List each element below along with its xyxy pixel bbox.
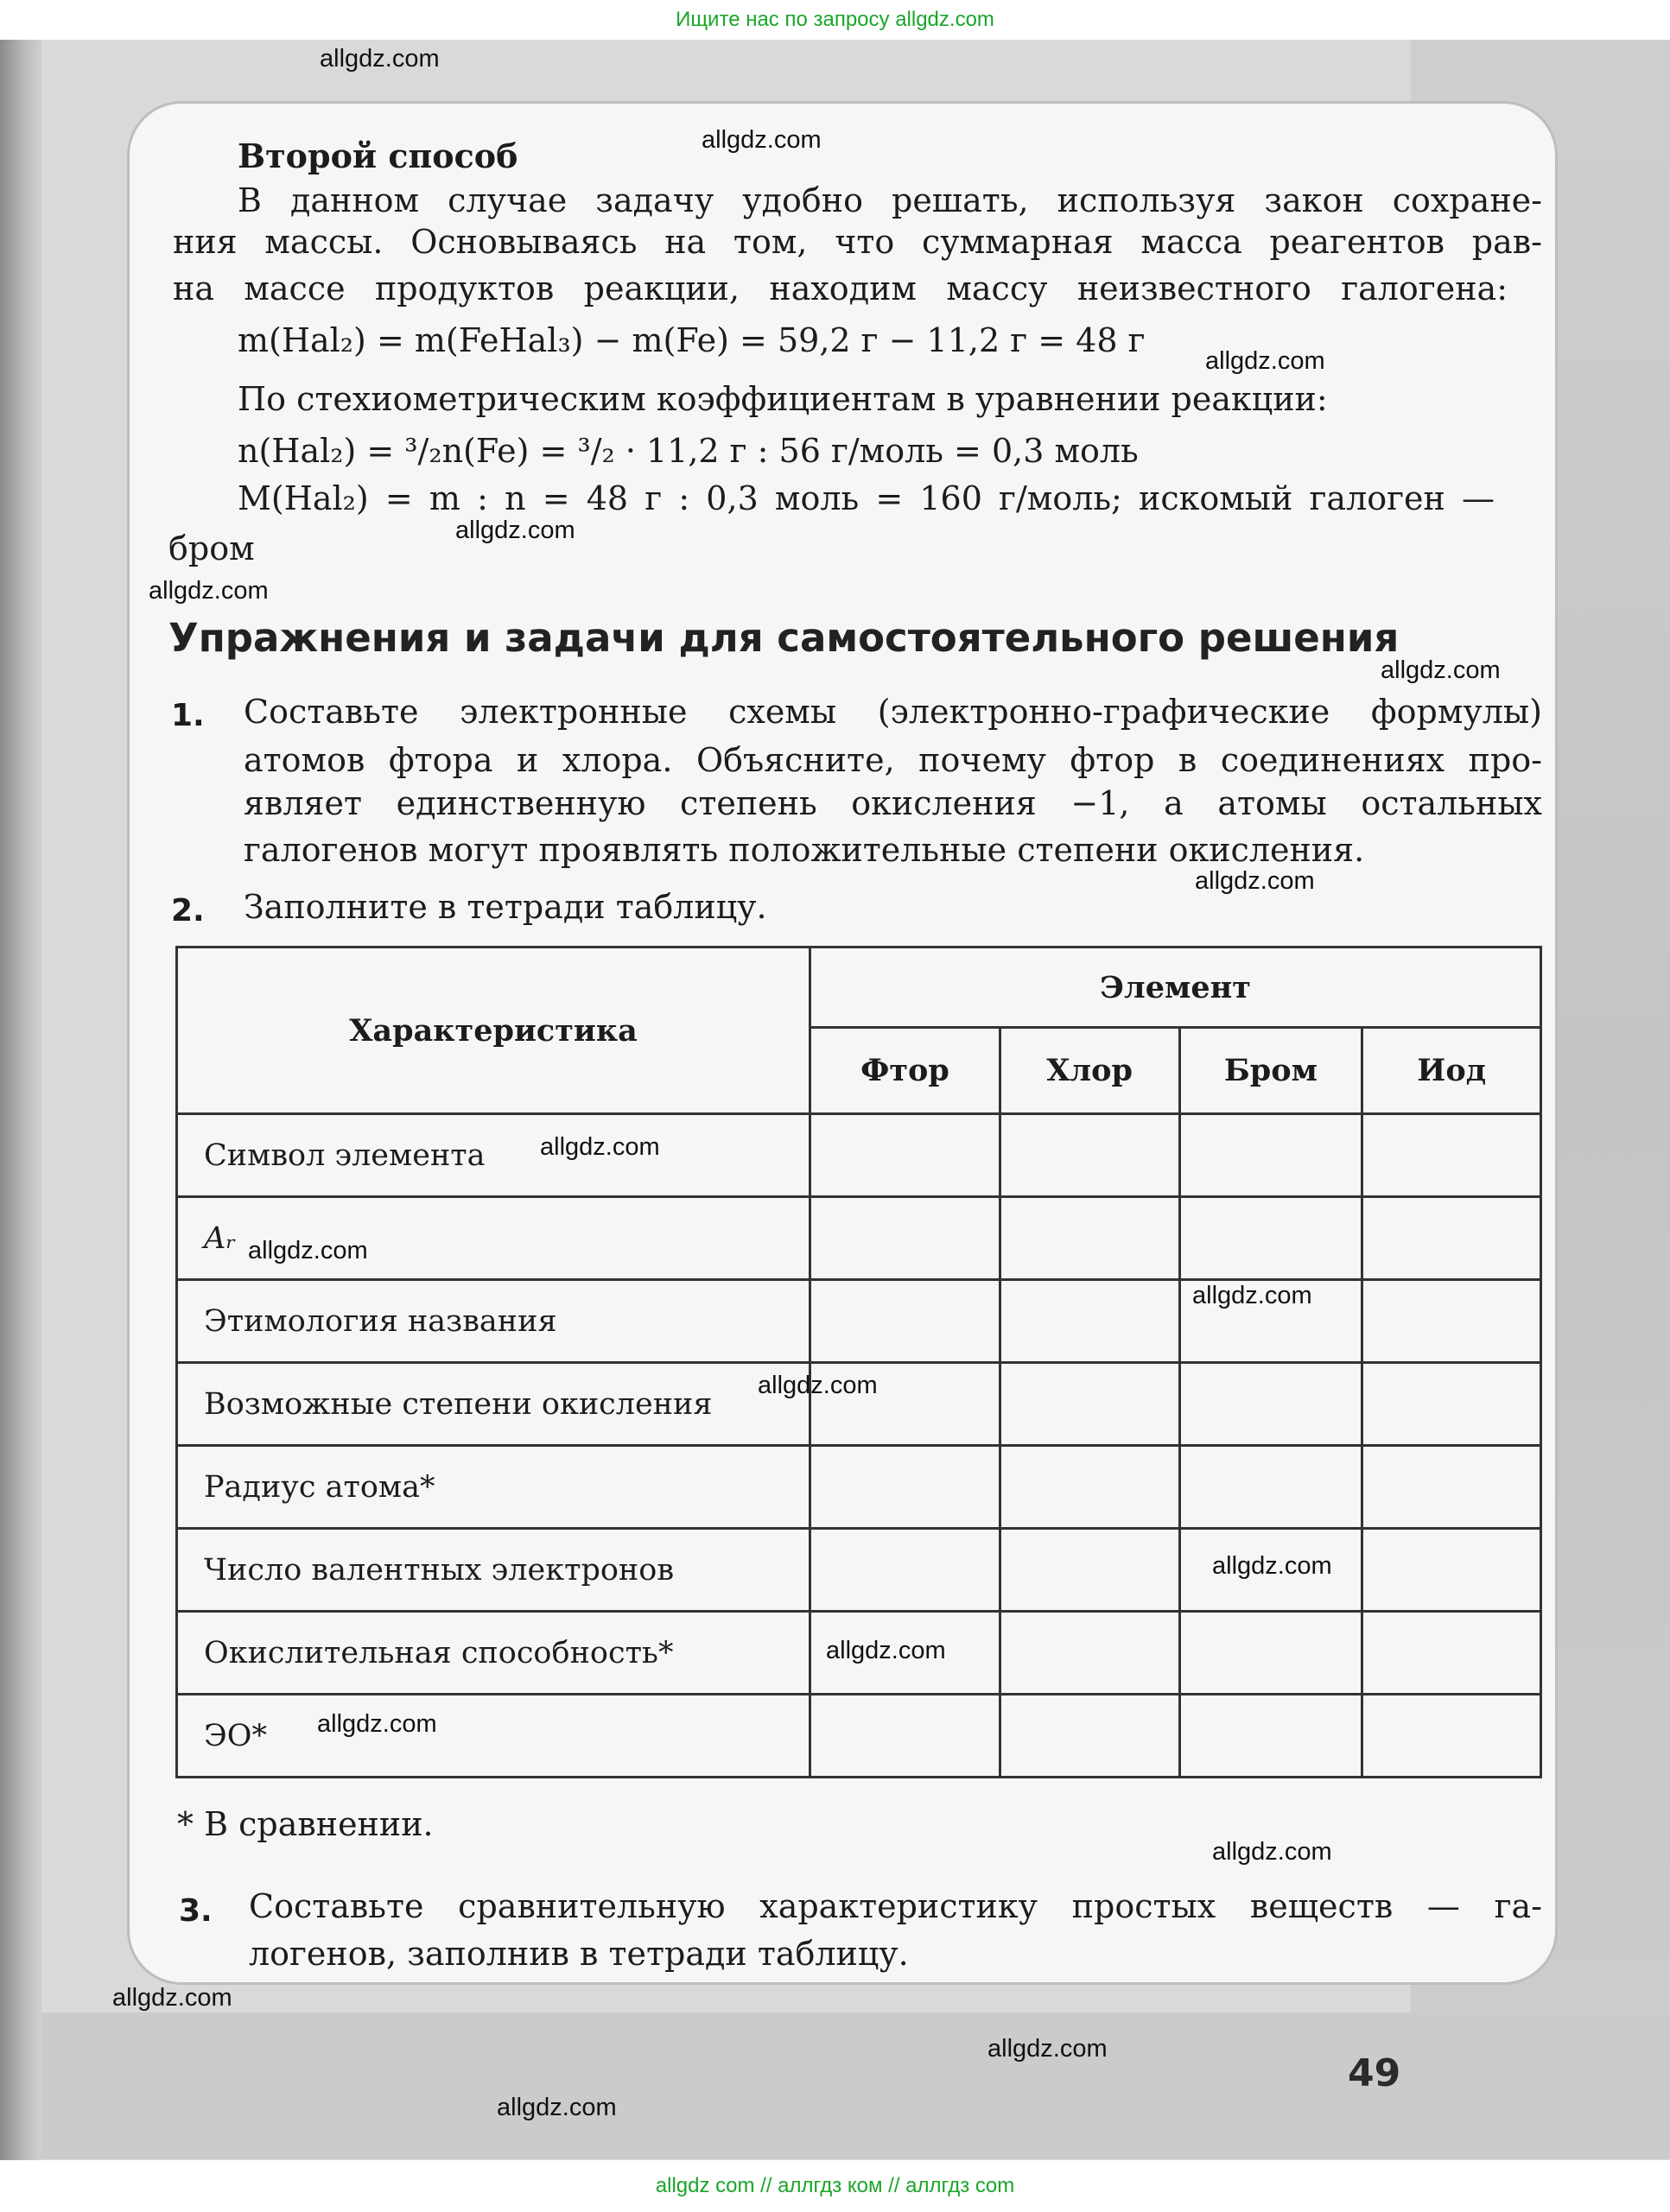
table-cell — [1362, 1197, 1541, 1280]
equation-molar-mass: M(Hal₂) = m : n = 48 г : 0,3 моль = 160 г/моль; искомый галоген — — [238, 479, 1495, 517]
watermark-text: allgdz.com — [758, 1372, 878, 1399]
table-cell — [1179, 1446, 1362, 1529]
task-number: 1. — [171, 698, 205, 733]
header-characteristic: Характеристика — [177, 948, 810, 1114]
row-label: Возможные степени окисления — [177, 1363, 810, 1446]
task3-line: Составьте сравнительную характеристику простых веществ — га- — [249, 1887, 1542, 1925]
watermark-text: allgdz.com — [1381, 656, 1501, 684]
footnote: * В сравнении. — [177, 1805, 434, 1843]
watermark-text: allgdz.com — [149, 577, 269, 605]
table-cell — [1000, 1612, 1179, 1695]
table-cell — [810, 1114, 1000, 1197]
task3-line: логенов, заполнив в тетради таблицу. — [249, 1935, 909, 1973]
table-cell — [1000, 1197, 1179, 1280]
task1-line: являет единственную степень окисления −1, а атомы остальных — [244, 784, 1542, 822]
table-cell — [1179, 1363, 1362, 1446]
answer-bromine: бром — [168, 529, 255, 567]
table-cell — [1000, 1280, 1179, 1363]
watermark-text: allgdz.com — [1192, 1282, 1312, 1309]
watermark-text: allgdz.com — [1205, 347, 1325, 375]
task-number: 3. — [179, 1893, 213, 1929]
table-cell — [1000, 1446, 1179, 1529]
watermark-text: allgdz.com — [702, 126, 822, 154]
header-bromine: Бром — [1179, 1028, 1362, 1114]
table-cell — [810, 1446, 1000, 1529]
row-label: Число валентных электронов — [177, 1529, 810, 1612]
row-label: Этимология названия — [177, 1280, 810, 1363]
header-chlorine: Хлор — [1000, 1028, 1179, 1114]
paragraph-line: ния массы. Основываясь на том, что суммарная масса реагентов рав- — [173, 223, 1542, 261]
table-cell — [1179, 1612, 1362, 1695]
equation-mass: m(Hal₂) = m(FeHal₃) − m(Fe) = 59,2 г − 11,2 г = 48 г — [238, 321, 1146, 359]
watermark-text: allgdz.com — [320, 45, 440, 73]
watermark-text: allgdz.com — [987, 2035, 1108, 2063]
watermark-text: allgdz.com — [497, 2094, 617, 2121]
header-fluorine: Фтор — [810, 1028, 1000, 1114]
row-label: ЭО* — [177, 1695, 810, 1778]
table-cell — [1362, 1114, 1541, 1197]
task2-text: Заполните в тетради таблицу. — [244, 888, 767, 926]
paragraph-line: на массе продуктов реакции, находим массу неизвестного галогена: — [173, 269, 1508, 307]
watermark-text: allgdz.com — [1195, 867, 1315, 895]
task1-line: Составьте электронные схемы (электронно-графические формулы) — [244, 693, 1542, 731]
page-number: 49 — [1348, 2051, 1401, 2095]
table-cell — [1000, 1529, 1179, 1612]
table-cell — [1000, 1363, 1179, 1446]
watermark-text: allgdz.com — [1212, 1552, 1332, 1580]
table-cell — [1362, 1363, 1541, 1446]
watermark-text: allgdz.com — [317, 1710, 437, 1738]
table-cell — [810, 1529, 1000, 1612]
watermark-text: allgdz.com — [1212, 1838, 1332, 1866]
table-cell — [1362, 1446, 1541, 1529]
watermark-text: allgdz.com — [112, 1984, 232, 2012]
table-cell — [1362, 1695, 1541, 1778]
row-label: Окислительная способность* — [177, 1612, 810, 1695]
scan-edge — [0, 0, 41, 2212]
table-cell — [810, 1280, 1000, 1363]
equation-amount: n(Hal₂) = ³/₂n(Fe) = ³/₂ · 11,2 г : 56 г/моль = 0,3 моль — [238, 432, 1139, 470]
task1-line: галогенов могут проявлять положительные степени окисления. — [244, 831, 1365, 869]
table-cell — [1362, 1529, 1541, 1612]
table-cell — [1000, 1695, 1179, 1778]
table-cell — [1362, 1280, 1541, 1363]
table-cell — [1362, 1612, 1541, 1695]
watermark-text: allgdz.com — [826, 1637, 946, 1664]
table-cell — [1179, 1197, 1362, 1280]
watermark-text: allgdz.com — [540, 1133, 660, 1161]
watermark-text: allgdz.com — [455, 517, 575, 544]
header-element: Элемент — [810, 948, 1541, 1028]
paragraph-line: В данном случае задачу удобно решать, используя закон сохране- — [238, 181, 1542, 219]
bottom-margin — [41, 2012, 1670, 2159]
row-label: Aᵣ — [177, 1197, 810, 1280]
table-cell — [1179, 1114, 1362, 1197]
task1-line: атомов фтора и хлора. Объясните, почему фтор в соединениях про- — [244, 741, 1542, 779]
row-label: Радиус атома* — [177, 1446, 810, 1529]
paragraph-line: По стехиометрическим коэффициентам в уравнении реакции: — [238, 380, 1328, 418]
second-method-title: Второй способ — [238, 136, 518, 175]
footer-banner-link[interactable]: allgdz com // аллгдз ком // аллгдз com — [0, 2160, 1670, 2212]
table-cell — [1000, 1114, 1179, 1197]
task-number: 2. — [171, 893, 205, 929]
top-banner-link[interactable]: Ищите нас по запросу allgdz.com — [0, 0, 1670, 40]
row-label: Символ элемента — [177, 1114, 810, 1197]
header-iodine: Иод — [1362, 1028, 1541, 1114]
watermark-text: allgdz.com — [248, 1237, 368, 1264]
section-heading: Упражнения и задачи для самостоятельного решения — [168, 615, 1400, 661]
table-cell — [810, 1695, 1000, 1778]
table-cell — [1179, 1695, 1362, 1778]
table-cell — [810, 1197, 1000, 1280]
